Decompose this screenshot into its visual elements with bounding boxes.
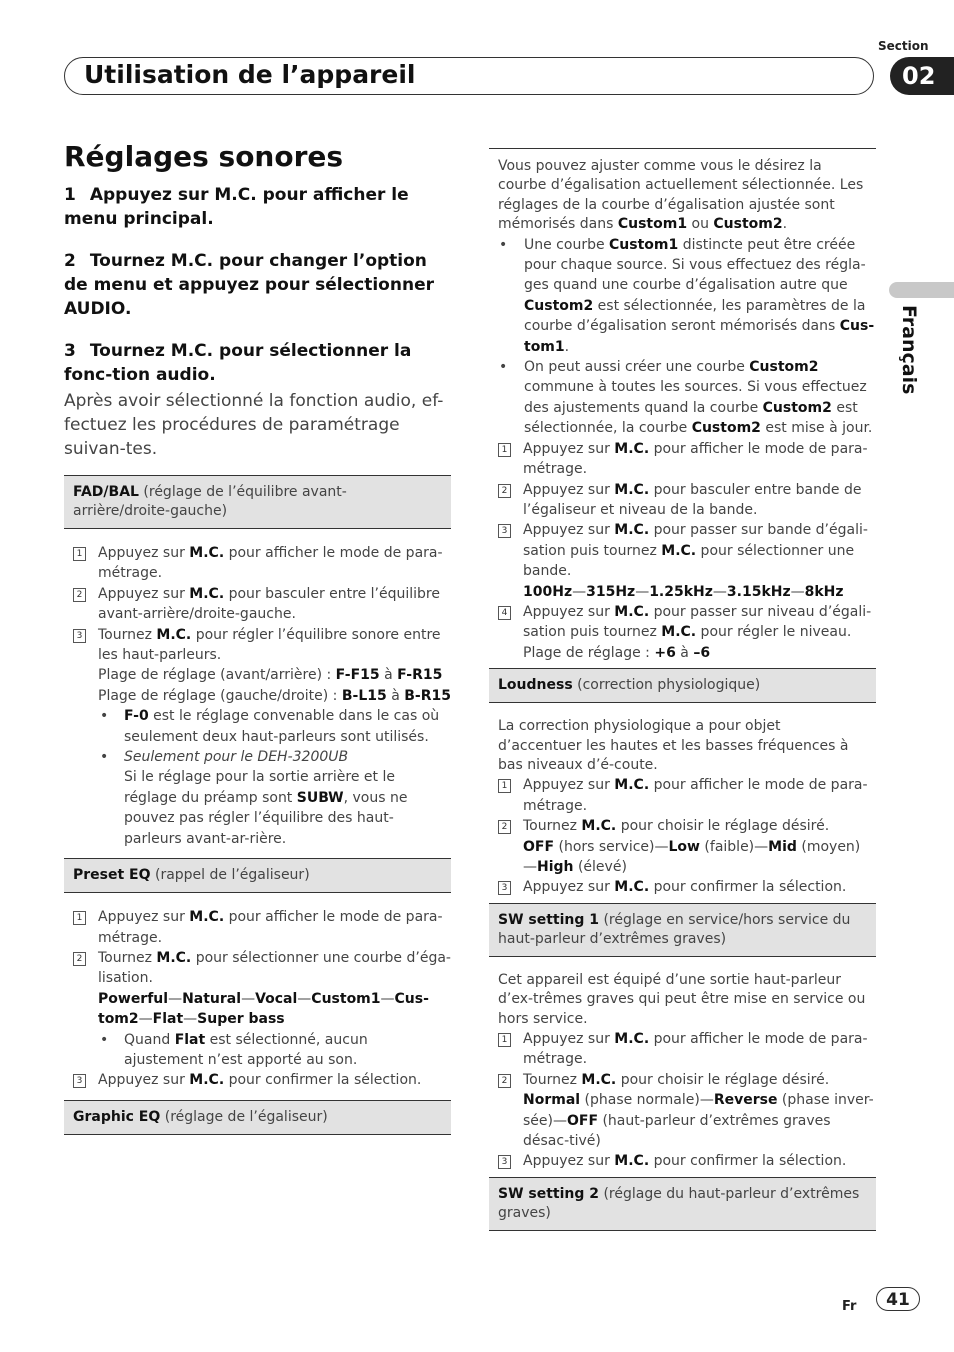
sw1-step-1: 1 Appuyez sur M.C. pour afficher le mode de para-métrage. [489,1029,876,1070]
graphic-step-2: 2 Appuyez sur M.C. pour basculer entre bande de l’égaliseur et niveau de la bande. [489,480,876,521]
custom1-note: • Une courbe Custom1 distincte peut être créée pour chaque source. Si vous effectuez des régla-ges quand une courbe d’égalisation autre que Custom2 est sélectionnée, les paramètres de la courbe d’égalisation seront mémorisés dans Cus-tom1. [489,235,876,357]
step-2: 2 Tournez M.C. pour changer l’option de menu et appuyez pour sélectionner AUDIO. [64,251,434,319]
page-heading: Réglages sonores [64,140,344,173]
band-options: 100Hz—315Hz—1.25kHz—3.15kHz—8kHz [523,583,844,600]
preset-note: • Quand Flat est sélectionné, aucun ajustement n’est apporté au son. [64,1030,451,1071]
loudness-step-1: 1 Appuyez sur M.C. pour afficher le mode de para-métrage. [489,775,876,816]
fad-range-left-right: Plage de réglage (gauche/droite) : B-L15 à B-R15 [98,687,451,704]
loudness-options: OFF (hors service)—Low (faible)—Mid (moyen) —High (élevé) [523,838,861,875]
loudness-box: Loudness (correction physiologique) [489,668,876,703]
level-range: Plage de réglage : +6 à –6 [523,644,711,661]
loudness-step-3: 3 Appuyez sur M.C. pour confirmer la sélection. [489,877,876,897]
intro-paragraph: Après avoir sélectionné la fonction audio, ef-fectuez les procédures de paramétrage suivan-tes. [64,391,444,459]
graphic-step-1: 1 Appuyez sur M.C. pour afficher le mode de para-métrage. [489,439,876,480]
page-number: 41 [876,1287,920,1311]
language-label: Français [898,305,920,395]
loudness-intro: La correction physiologique a pour objet d’accentuer les hautes et les basses fréquences à bas niveaux d’é-coute. [498,718,849,773]
right-column [489,148,876,1245]
sw1-step-3: 3 Appuyez sur M.C. pour confirmer la sélection. [489,1151,876,1171]
preset-step-1: 1 Appuyez sur M.C. pour afficher le mode de para-métrage. [64,907,451,948]
footer-language: Fr [842,1299,857,1314]
fad-range-front-rear: Plage de réglage (avant/arrière) : F-F15 à F-R15 [98,667,443,684]
fad-step-3: 3 Tournez M.C. pour régler l’équilibre sonore entre les haut-parleurs. [64,625,451,666]
fad-step-2: 2 Appuyez sur M.C. pour basculer entre l’équilibre avant-arrière/droite-gauche. [64,584,451,625]
fad-step-1: 1 Appuyez sur M.C. pour afficher le mode de para-métrage. [64,543,451,584]
graphic-intro: Vous pouvez ajuster comme vous le désirez la courbe d’égalisation actuellement sélectionnée. Les réglages de la courbe d’égalisation ajustée sont mémorisés dans Custom1 ou Custom2. [498,158,864,233]
graphic-step-3: 3 Appuyez sur M.C. pour passer sur bande d’égali-sation puis tournez M.C. pour sélectionner une bande. [489,520,876,581]
section-label: Section [878,39,929,53]
chapter-title: Utilisation de l’appareil [84,60,416,89]
sw-setting-1-box: SW setting 1 (réglage en service/hors service du haut-parleur d’extrêmes graves) [489,903,876,957]
fad-note-1: • F-0 est le réglage convenable dans le cas où seulement deux haut-parleurs sont utilisés. [64,706,451,747]
step-3: 3 Tournez M.C. pour sélectionner la fonc-tion audio. [64,341,412,385]
preset-step-2: 2 Tournez M.C. pour sélectionner une courbe d’éga-lisation. [64,948,451,989]
custom2-note: • On peut aussi créer une courbe Custom2 commune à toutes les sources. Si vous effectuez des ajustements quand la courbe Custom2 est sélectionnée, la courbe Custom2 est mise à jour. [489,357,876,439]
graphic-eq-box: Graphic EQ (réglage de l’égaliseur) [64,1100,451,1135]
sw1-options: Normal (phase normale)—Reverse (phase inver-sée)—OFF (haut-parleur d’extrêmes graves désac-tivé) [523,1092,874,1150]
fad-bal-box: FAD/BAL (réglage de l’équilibre avant-arrière/droite-gauche) [64,475,451,529]
step-1: 1 Appuyez sur M.C. pour afficher le menu principal. [64,185,409,229]
sw-setting-2-box: SW setting 2 (réglage du haut-parleur d’extrêmes graves) [489,1177,876,1231]
left-column [64,140,451,1149]
graphic-step-4: 4 Appuyez sur M.C. pour passer sur niveau d’égali-sation puis tournez M.C. pour régler le niveau. [489,602,876,643]
language-tab [889,282,954,298]
sw1-intro: Cet appareil est équipé d’une sortie haut-parleur d’ex-trêmes graves qui peut être mise en service ou hors service. [498,971,866,1027]
fad-note-2: • Seulement pour le DEH-3200UB Si le réglage pour la sortie arrière et le réglage du préamp sont SUBW, vous ne pouvez pas régler l’équilibre des haut-parleurs avant-ar-rière. [64,747,451,849]
section-number: 02 [890,57,954,95]
preset-options: Powerful—Natural—Vocal—Custom1—Cus-tom2—Flat—Super bass [98,990,429,1028]
preset-eq-box: Preset EQ (rappel de l’égaliseur) [64,858,451,893]
sw1-step-2: 2 Tournez M.C. pour choisir le réglage désiré. [489,1070,876,1090]
loudness-step-2: 2 Tournez M.C. pour choisir le réglage désiré. [489,816,876,836]
preset-step-3: 3 Appuyez sur M.C. pour confirmer la sélection. [64,1070,451,1090]
